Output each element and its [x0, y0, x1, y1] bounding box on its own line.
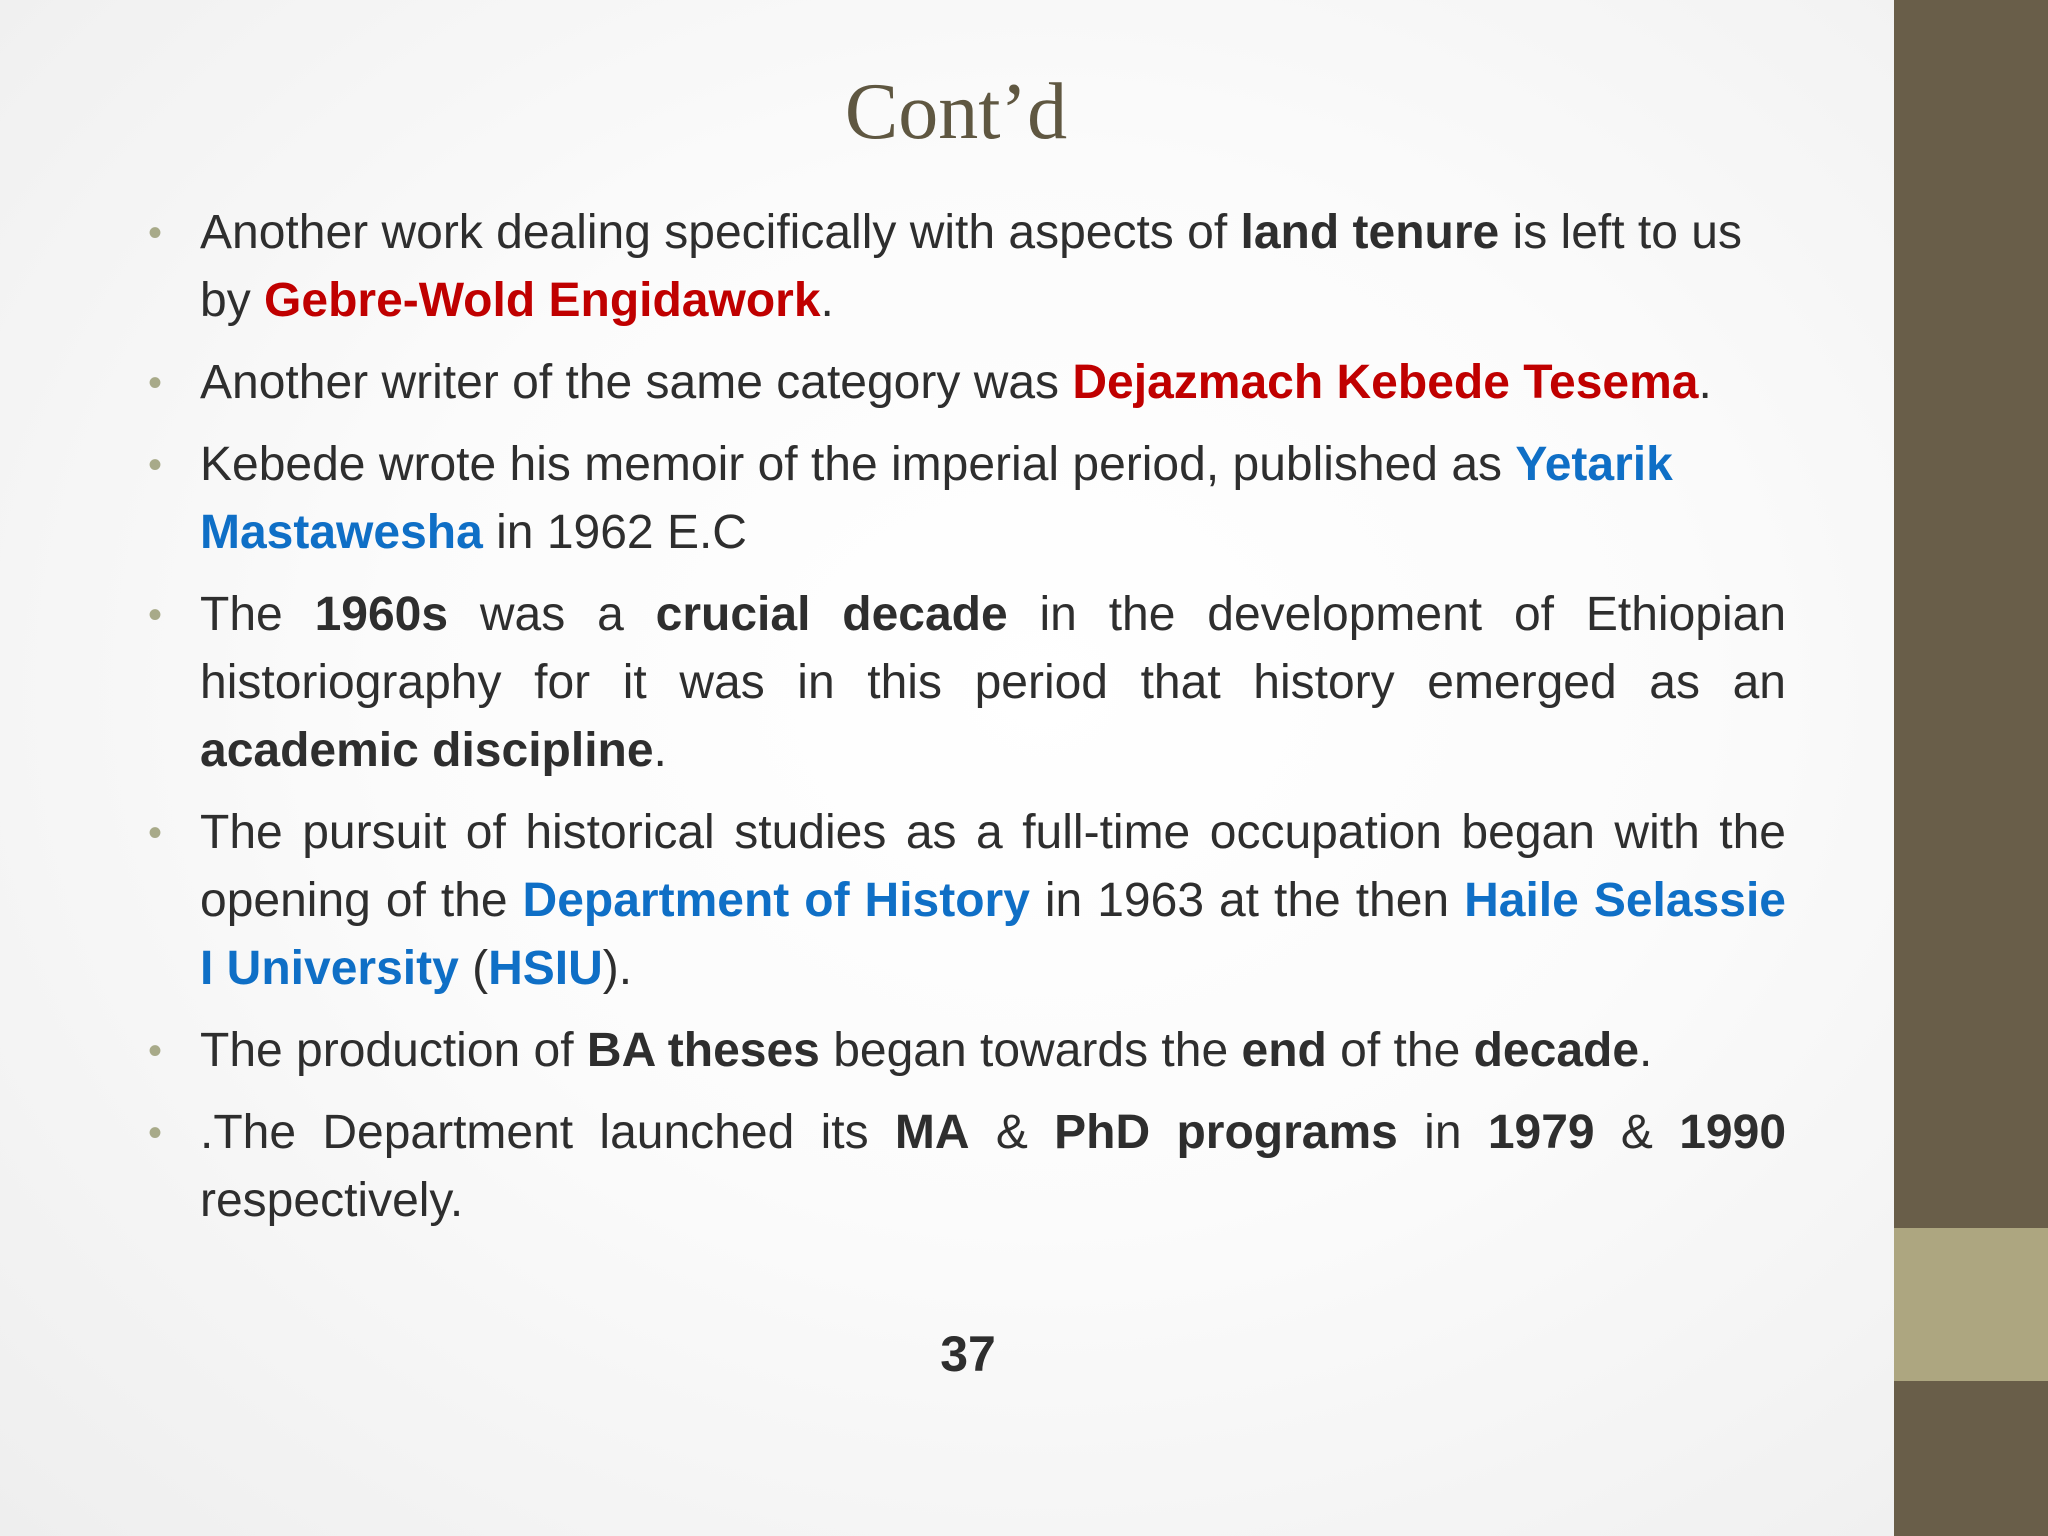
author-name: Gebre-Wold Engidawork: [264, 274, 821, 327]
bullet-item-programs: [148, 1099, 1787, 1235]
bullet-dot-icon: •: [148, 361, 163, 405]
bullet-text: .: [653, 724, 667, 777]
institution-abbreviation: HSIU: [488, 942, 603, 995]
institution-name: Haile Selassie I University: [200, 874, 1786, 995]
bold-term: end: [1241, 1024, 1327, 1077]
bullet-text: is left to us by: [200, 206, 1742, 327]
bullet-text: began towards the: [819, 1024, 1242, 1077]
bullet-text: &: [969, 1106, 1055, 1159]
bullet-text: was a: [448, 588, 656, 641]
bullet-text: .: [1639, 1024, 1653, 1077]
bullet-text: respectively.: [200, 1174, 464, 1227]
bullet-dot-icon: •: [148, 593, 163, 637]
slide-title: Cont’d: [844, 68, 1068, 156]
bullet-text: The: [200, 588, 315, 641]
bullet-text: in 1963 at the then: [1029, 874, 1465, 927]
bold-term: crucial decade: [655, 588, 1008, 641]
side-decorative-accent: [1894, 1228, 2048, 1381]
book-title: Yetarik Mastawesha: [200, 438, 1673, 559]
bold-term: academic discipline: [200, 724, 654, 777]
bullet-text: ).: [602, 942, 633, 995]
bold-term: MA: [894, 1106, 970, 1159]
bullet-item-land-tenure: [148, 199, 1786, 335]
bold-term: 1979: [1487, 1106, 1595, 1159]
bullet-item-memoir: [148, 431, 1786, 567]
bold-term: 1960s: [314, 588, 449, 641]
bold-term: 1990: [1679, 1106, 1787, 1159]
bullet-list: [148, 199, 1787, 1249]
bullet-text: in: [1397, 1106, 1488, 1159]
bullet-text: Another writer of the same category was: [200, 356, 1073, 409]
institution-name: Department of History: [522, 874, 1030, 927]
bullet-text: .The Department launched its: [200, 1106, 895, 1159]
bullet-text: The pursuit of historical studies as a full-time occupation began with the opening of the: [200, 806, 1786, 927]
bold-term: decade: [1473, 1024, 1640, 1077]
slide-page-number: 37: [940, 1326, 996, 1382]
bullet-dot-icon: •: [148, 211, 163, 255]
bullet-text: in the development of Ethiopian historiography for it was in this period that history emerged as an: [200, 588, 1787, 709]
bullet-dot-icon: •: [148, 811, 163, 855]
author-name: Dejazmach Kebede Tesema: [1072, 356, 1699, 409]
bold-term: PhD programs: [1054, 1106, 1398, 1159]
bullet-text: Another work dealing specifically with aspects of: [200, 206, 1241, 259]
bullet-text: in 1962 E.C: [482, 506, 747, 559]
bold-term: land tenure: [1240, 206, 1500, 259]
bullet-item-kebede-writer: [148, 349, 1786, 417]
bullet-text: (: [458, 942, 489, 995]
bullet-text: Kebede wrote his memoir of the imperial period, published as: [200, 438, 1516, 491]
bullet-dot-icon: •: [148, 443, 163, 487]
bullet-text: The production of: [200, 1024, 587, 1077]
bullet-text: &: [1594, 1106, 1680, 1159]
bold-term: BA theses: [586, 1024, 820, 1077]
bullet-dot-icon: •: [148, 1111, 163, 1155]
bullet-text: .: [1698, 356, 1712, 409]
bullet-text: of the: [1326, 1024, 1474, 1077]
bullet-item-1960s: [148, 581, 1787, 785]
bullet-item-department: [148, 799, 1786, 1003]
bullet-item-ba-theses: [148, 1017, 1786, 1085]
bullet-dot-icon: •: [148, 1029, 163, 1073]
bullet-text: .: [820, 274, 834, 327]
